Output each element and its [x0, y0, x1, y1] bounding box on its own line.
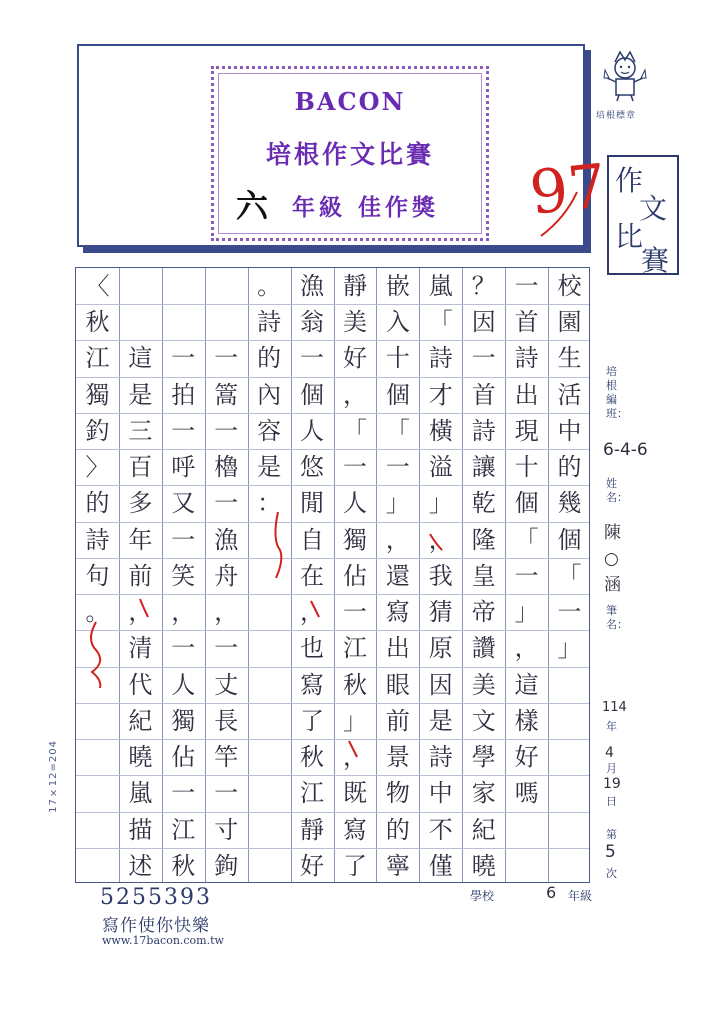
grid-cell-char: 秋 — [171, 851, 196, 880]
grid-cell-char: 江 — [342, 634, 367, 663]
grid-cell-char: 景 — [385, 743, 410, 772]
grid-cell-char: 的 — [385, 815, 410, 844]
mascot-label: 培根標章 — [596, 111, 637, 121]
grid-cell-char: 前 — [385, 706, 410, 735]
grid-cell-char: 「 — [342, 416, 367, 445]
grid-cell-char: 猜 — [428, 598, 453, 627]
grid-cell-char: 橫 — [428, 416, 453, 445]
grid-cell-char: 獨 — [342, 525, 367, 554]
grid-cell-char: 詩 — [85, 525, 110, 554]
grid-cell-char: 獨 — [171, 706, 196, 735]
grid-cell-char: 既 — [342, 779, 367, 808]
grid-cell-char: 個 — [557, 525, 582, 554]
red-correction-mark — [82, 620, 110, 690]
grid-cell-char: 秋 — [342, 670, 367, 699]
grid-cell-char: 中 — [428, 779, 453, 808]
grid-cell-char: 幾 — [557, 489, 582, 518]
grid-cell-char: 曉 — [128, 743, 153, 772]
name-value: 陳○涵 — [604, 523, 621, 595]
grid-cell-char: 寧 — [385, 851, 410, 880]
grid-cell-char: 」 — [342, 706, 367, 735]
grid-cell-char: 舟 — [214, 561, 239, 590]
grid-cell-char: 原 — [428, 634, 453, 663]
grid-cell-char: 長 — [214, 706, 239, 735]
grid-cell-char: 篙 — [214, 380, 239, 409]
manuscript-grid — [75, 267, 590, 883]
grid-cell-char: 一 — [171, 634, 196, 663]
stamp-char: 作 — [615, 164, 644, 197]
grid-cell-char: 百 — [128, 453, 153, 482]
grid-cell-char: 眼 — [385, 670, 410, 699]
grid-cell-char: 物 — [385, 779, 410, 808]
footer-url: www.17bacon.com.tw — [102, 934, 224, 947]
grid-cell-char: 江 — [85, 344, 110, 373]
grid-cell-char: 一 — [171, 525, 196, 554]
grid-cell-char: 詩 — [428, 743, 453, 772]
grid-cell-char: ： — [257, 489, 282, 518]
grid-cell-char: 溢 — [428, 453, 453, 482]
grid-cell-char: 個 — [300, 380, 325, 409]
grid-cell-char: ， — [385, 525, 410, 554]
grid-cell-char: ， — [342, 743, 367, 772]
grid-cell-char: 這 — [514, 670, 539, 699]
grid-cell-char: 嗎 — [514, 779, 539, 808]
grid-cell-char: 一 — [514, 272, 539, 300]
grid-cell-char: 出 — [385, 634, 410, 663]
grid-cell-char: 園 — [557, 308, 582, 337]
times-prefix: 第 — [606, 828, 617, 841]
grid-cell-char: 一 — [342, 598, 367, 627]
grid-cell-char: 鉤 — [214, 851, 239, 880]
red-correction-mark — [308, 598, 322, 620]
grid-cell-char: 這 — [128, 344, 153, 373]
grid-cell-char: 人 — [171, 670, 196, 699]
grid-cell-char: 十 — [514, 453, 539, 482]
grid-cell-char: 首 — [471, 380, 496, 409]
grid-size-label: 17×12=204 — [48, 740, 59, 813]
grid-cell-char: 年 — [128, 525, 153, 554]
grid-cell-char: 靜 — [342, 272, 367, 300]
grid-cell-char: 呼 — [171, 453, 196, 482]
grid-cell-char: ， — [300, 598, 325, 627]
grid-cell-char: 讓 — [471, 453, 496, 482]
mascot-icon — [602, 48, 648, 102]
grid-cell-char: 的 — [557, 453, 582, 482]
grid-cell-char: 了 — [342, 851, 367, 880]
grid-cell-char: 好 — [342, 344, 367, 373]
grid-cell-char: 嵐 — [428, 272, 453, 300]
grid-cell-char: 的 — [85, 489, 110, 518]
grid-cell-char: 在 — [300, 561, 325, 590]
grid-cell-char: 江 — [300, 779, 325, 808]
class-value: 6-4-6 — [603, 440, 648, 460]
grid-cell-char: 詩 — [428, 344, 453, 373]
grid-cell-char: 活 — [557, 380, 582, 409]
red-correction-mark — [268, 510, 288, 580]
grid-cell-char: 個 — [385, 380, 410, 409]
class-label: 培根編班： — [606, 365, 628, 420]
grid-cell-char: 一 — [171, 416, 196, 445]
grid-cell-char: 人 — [342, 489, 367, 518]
grid-cell-char: 自 — [300, 525, 325, 554]
grid-cell-char: 詩 — [257, 308, 282, 337]
grid-cell-char: 「 — [514, 525, 539, 554]
grid-cell-char: 紀 — [471, 815, 496, 844]
grade-label: 年級 — [568, 889, 593, 903]
footer-slogan: 寫作使你快樂 — [102, 916, 210, 936]
grid-cell-char: 一 — [171, 344, 196, 373]
grid-cell-char: ， — [428, 525, 453, 554]
month-value: 4 — [605, 745, 614, 761]
grid-cell-char: 還 — [385, 561, 410, 590]
grid-cell-char: 樣 — [514, 706, 539, 735]
grid-cell-char: 美 — [342, 308, 367, 337]
grid-cell-char: 出 — [514, 380, 539, 409]
grid-cell-char: ， — [171, 598, 196, 627]
grid-cell-char: 一 — [471, 344, 496, 373]
times-label: 次 — [606, 867, 617, 880]
grid-cell-char: 是 — [257, 453, 282, 482]
grid-cell-char: 漁 — [214, 525, 239, 554]
grid-cell-char: 一 — [214, 779, 239, 808]
grid-cell-char: 佔 — [342, 561, 367, 590]
contest-stamp — [607, 155, 679, 275]
grid-cell-char: 」 — [557, 634, 582, 663]
grid-cell-char: 閒 — [300, 489, 325, 518]
grid-cell-char: 江 — [171, 815, 196, 844]
footer-number: 5255393 — [100, 885, 212, 910]
grid-cell-char: 寫 — [385, 598, 410, 627]
grid-cell-char: 竿 — [214, 743, 239, 772]
grid-cell-char: 乾 — [471, 489, 496, 518]
grid-cell-char: 秋 — [300, 743, 325, 772]
grid-cell-char: 拍 — [171, 380, 196, 409]
contest-logo-box — [211, 66, 489, 241]
grid-cell-char: 「 — [428, 308, 453, 337]
grid-cell-char: 寸 — [214, 815, 239, 844]
grid-cell-char: 皇 — [471, 561, 496, 590]
grid-cell-char: 首 — [514, 308, 539, 337]
score-underline-mark — [535, 190, 585, 240]
grid-cell-char: 「 — [557, 561, 582, 590]
day-label: 日 — [606, 795, 617, 808]
year-value: 114 — [602, 700, 627, 715]
grid-cell-char: 現 — [514, 416, 539, 445]
grid-cell-char: 丈 — [214, 670, 239, 699]
grid-cell-char: 我 — [428, 561, 453, 590]
stamp-char: 賽 — [641, 244, 670, 277]
grade-number: 六 — [236, 187, 269, 225]
grid-cell-char: 詩 — [514, 344, 539, 373]
day-value: 19 — [603, 776, 621, 792]
grid-cell-char: 好 — [514, 743, 539, 772]
grid-cell-char: 好 — [300, 851, 325, 880]
grid-cell-char: 曉 — [471, 851, 496, 880]
grid-cell-char: 悠 — [300, 453, 325, 482]
grid-cell-char: 一 — [171, 779, 196, 808]
grid-cell-char: 個 — [514, 489, 539, 518]
brand-title: BACON — [294, 87, 406, 116]
grid-cell-char: 一 — [385, 453, 410, 482]
times-value: 5 — [605, 842, 616, 862]
grid-cell-char: 美 — [471, 670, 496, 699]
school-label: 學校 — [470, 889, 495, 903]
award-title: 年級 佳作獎 — [292, 194, 440, 221]
grid-cell-char: 寫 — [300, 670, 325, 699]
grid-cell-char: 代 — [128, 670, 153, 699]
grid-cell-char: 不 — [428, 815, 453, 844]
grid-cell-char: 隆 — [471, 525, 496, 554]
grid-cell-char: 」 — [428, 489, 453, 518]
month-label: 月 — [606, 762, 617, 775]
grid-cell-char: 是 — [128, 380, 153, 409]
grid-cell-char: 嵐 — [128, 779, 153, 808]
grid-cell-char: 」 — [514, 598, 539, 627]
red-correction-mark — [426, 530, 446, 554]
year-label: 年 — [606, 720, 617, 733]
grid-cell-char: 人 — [300, 416, 325, 445]
grid-cell-char: 一 — [214, 416, 239, 445]
grid-cell-char: ？ — [471, 272, 496, 300]
grid-cell-char: 一 — [214, 489, 239, 518]
grid-cell-char: 讚 — [471, 634, 496, 663]
grid-cell-char: 嵌 — [385, 272, 410, 300]
grid-cell-char: 入 — [385, 308, 410, 337]
grid-cell-char: 。 — [85, 598, 110, 627]
grid-cell-char: 翁 — [300, 308, 325, 337]
grid-cell-char: ， — [214, 598, 239, 627]
grid-cell-char: 前 — [128, 561, 153, 590]
grid-cell-char: 」 — [385, 489, 410, 518]
grid-cell-char: 靜 — [300, 815, 325, 844]
grid-cell-char: 述 — [128, 851, 153, 880]
grid-cell-char: 漁 — [300, 272, 325, 300]
grid-cell-char: 秋 — [85, 308, 110, 337]
grid-cell-char: 僅 — [428, 851, 453, 880]
grid-cell-char: 了 — [300, 706, 325, 735]
grid-cell-char: 校 — [557, 272, 582, 300]
grid-cell-char: 也 — [300, 634, 325, 663]
grid-cell-char: 因 — [471, 308, 496, 337]
grid-cell-char: 櫓 — [214, 453, 239, 482]
grid-cell-char: 句 — [85, 561, 110, 590]
grid-cell-char: 笑 — [171, 561, 196, 590]
grid-cell-char: 因 — [428, 670, 453, 699]
grid-cell-char: ， — [342, 380, 367, 409]
grid-cell-char: 寫 — [342, 815, 367, 844]
grid-cell-char: 十 — [385, 344, 410, 373]
grid-cell-char: 學 — [471, 743, 496, 772]
grid-cell-char: 家 — [471, 779, 496, 808]
grid-cell-char: 的 — [257, 344, 282, 373]
grid-cell-char: 三 — [128, 416, 153, 445]
grid-cell-char: 一 — [342, 453, 367, 482]
grid-cell-char: 帝 — [471, 598, 496, 627]
grid-cell-char: 文 — [471, 706, 496, 735]
grid-cell-char: 清 — [128, 634, 153, 663]
grid-cell-char: 〈 — [85, 272, 110, 300]
grid-cell-char: 內 — [257, 380, 282, 409]
grid-cell-char: 才 — [428, 380, 453, 409]
grid-cell-char: 是 — [428, 706, 453, 735]
grid-cell-char: 多 — [128, 489, 153, 518]
grid-cell-char: 。 — [257, 272, 282, 300]
grid-cell-char: 獨 — [85, 380, 110, 409]
grid-cell-char: 一 — [300, 344, 325, 373]
pen-name-label: 筆名： — [606, 604, 628, 631]
grid-cell-char: 中 — [557, 416, 582, 445]
grid-cell-char: ， — [128, 598, 153, 627]
grid-cell-char: 又 — [171, 489, 196, 518]
grid-cell-char: 描 — [128, 815, 153, 844]
grid-cell-char: 〉 — [85, 453, 110, 482]
grid-cell-char: ， — [514, 634, 539, 663]
red-correction-mark — [137, 595, 151, 621]
grid-cell-char: 紀 — [128, 706, 153, 735]
grid-cell-char: 釣 — [85, 416, 110, 445]
name-label: 姓名： — [606, 477, 628, 504]
grid-cell-char: 佔 — [171, 743, 196, 772]
grid-cell-char: 一 — [214, 634, 239, 663]
grid-cell-char: 「 — [385, 416, 410, 445]
red-correction-mark — [346, 738, 360, 760]
grid-cell-char: 容 — [257, 416, 282, 445]
stamp-char: 文 — [639, 192, 668, 225]
grid-cell-char: 一 — [214, 344, 239, 373]
grid-cell-char: 生 — [557, 344, 582, 373]
score-mark: 97 — [526, 151, 610, 229]
grid-cell-char: 一 — [514, 561, 539, 590]
grid-cell-char: 詩 — [471, 416, 496, 445]
grade-value: 6 — [546, 883, 557, 902]
contest-title: 培根作文比賽 — [265, 140, 434, 169]
stamp-char: 比 — [615, 220, 644, 253]
grid-cell-char: 一 — [557, 598, 582, 627]
